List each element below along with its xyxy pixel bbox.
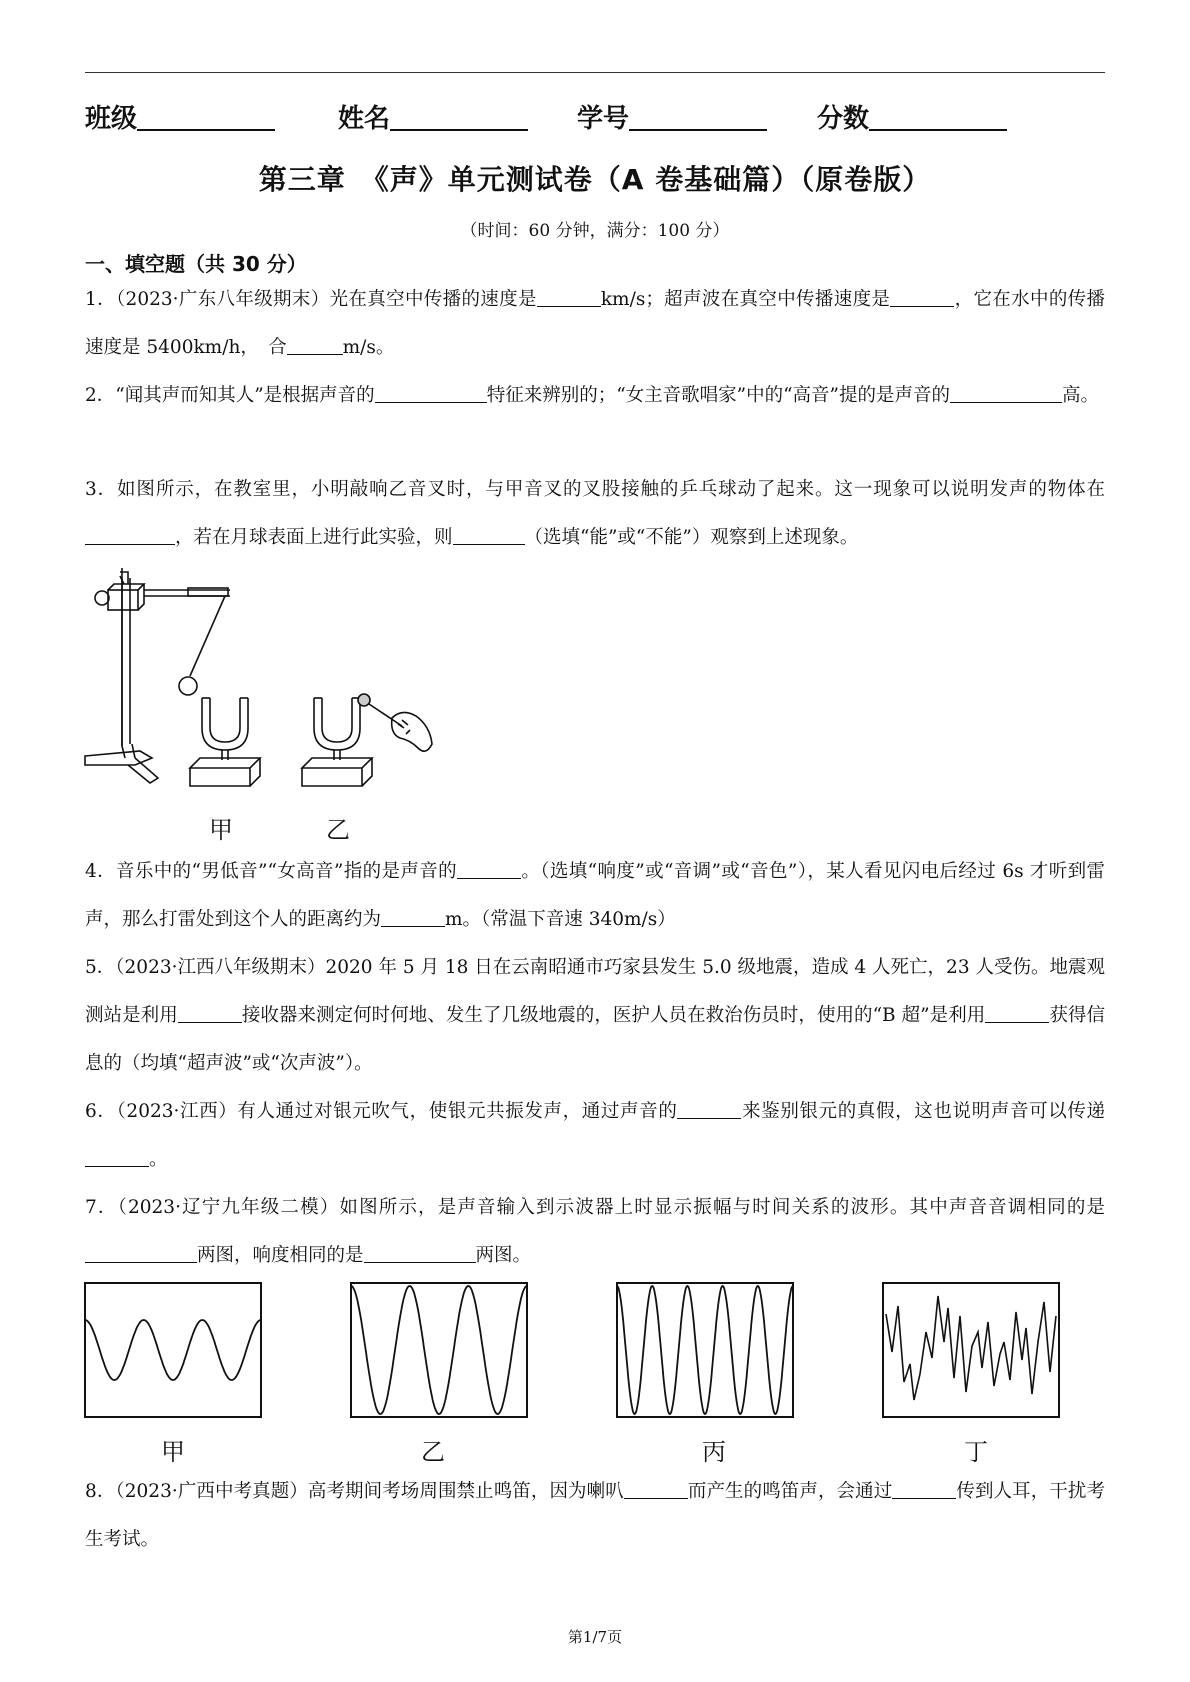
page-footer: 第1/7页 xyxy=(567,1628,623,1646)
q8-text-c: 传到人耳，干扰考生考试。 xyxy=(85,1481,1105,1550)
q1-blank-2[interactable] xyxy=(890,286,954,307)
class-blank[interactable] xyxy=(137,99,275,131)
q7-blank-2[interactable] xyxy=(364,1242,476,1263)
q3-blank-2[interactable] xyxy=(453,524,525,545)
q7-blank-1[interactable] xyxy=(85,1242,197,1263)
question-3 xyxy=(85,466,1105,562)
q6-text-b: 来鉴别银元的真假，这也说明声音可以传递 xyxy=(741,1101,1105,1122)
question-4 xyxy=(85,848,1105,944)
q1-blank-1[interactable] xyxy=(537,286,601,307)
q4-text-b: 。（选填“响度”或“音调”或“音色”），某人看见闪电后经过 6s 才听到雷声，那么打雷处到这个人的距离约为 xyxy=(85,861,1105,930)
class-label: 班级 xyxy=(85,104,138,134)
wave-label-yi: 乙 xyxy=(421,1438,445,1466)
q3-text-b: ，若在月球表面上进行此实验，则 xyxy=(175,527,453,548)
section-title: 一、填空题（共 30 分） xyxy=(85,252,307,276)
top-rule xyxy=(85,72,1105,73)
q3-text-a: 3．如图所示，在教室里，小明敲响乙音叉时，与甲音叉的叉股接触的乒乓球动了起来。这一现象可以说明发声的物体在 xyxy=(85,479,1105,500)
q1-text-d: m/s。 xyxy=(342,337,395,358)
q5-blank-1[interactable] xyxy=(178,1002,242,1023)
q1-text-b: km/s；超声波在真空中传播速度是 xyxy=(600,289,891,310)
wave-label-bing: 丙 xyxy=(702,1438,726,1466)
class-field xyxy=(85,98,275,135)
q6-text-a: 6．（2023·江西）有人通过对银元吹气，使银元共振发声，通过声音的 xyxy=(85,1101,678,1122)
q2-text-b: 特征来辨别的；“女主音歌唱家”中的“高音”提的是声音的 xyxy=(486,385,951,406)
q3-text-c: （选填“能”或“不能”）观察到上述现象。 xyxy=(524,527,859,548)
waveform-ding xyxy=(882,1282,1060,1418)
q8-blank-1[interactable] xyxy=(624,1478,688,1499)
fork-label-yi: 乙 xyxy=(326,816,350,844)
q6-text-c: 。 xyxy=(149,1149,168,1170)
name-blank[interactable] xyxy=(390,99,528,131)
question-2 xyxy=(85,372,1105,420)
q3-blank-1[interactable] xyxy=(85,524,175,545)
question-6 xyxy=(85,1088,1105,1184)
q1-text-a: 1．（2023·广东八年级期末）光在真空中传播的速度是 xyxy=(85,289,537,310)
q4-blank-2[interactable] xyxy=(381,906,445,927)
q6-blank-2[interactable] xyxy=(85,1146,149,1167)
id-label: 学号 xyxy=(577,104,630,134)
q6-blank-1[interactable] xyxy=(677,1098,741,1119)
page-title: 第三章 《声》单元测试卷（A 卷基础篇）（原卷版） xyxy=(258,163,932,196)
q5-text-c: 获得信息的（均填“超声波”或“次声波”）。 xyxy=(85,1005,1105,1074)
q8-text-b: 而产生的鸣笛声，会通过 xyxy=(687,1481,893,1502)
name-field xyxy=(338,98,528,135)
waveform-jia xyxy=(84,1282,262,1418)
q8-blank-2[interactable] xyxy=(892,1478,956,1499)
fork-label-jia: 甲 xyxy=(209,816,233,844)
q2-text-a: 2．“闻其声而知其人”是根据声音的 xyxy=(85,385,375,406)
q1-blank-3[interactable] xyxy=(287,334,343,355)
q2-text-c: 高。 xyxy=(1062,385,1100,406)
student-info-row xyxy=(85,98,1105,142)
q5-text-b: 接收器来测定何时何地、发生了几级地震的，医护人员在救治伤员时，使用的“B 超”是利用 xyxy=(241,1005,986,1026)
q2-blank-1[interactable] xyxy=(375,382,487,403)
q7-text-c: 两图。 xyxy=(475,1245,532,1266)
score-field xyxy=(817,98,1007,135)
q7-text-a: 7．（2023·辽宁九年级二模）如图所示，是声音输入到示波器上时显示振幅与时间关系的波形。其中声音音调相同的是 xyxy=(85,1197,1105,1218)
waveform-bing xyxy=(616,1282,794,1418)
wave-label-jia: 甲 xyxy=(161,1438,185,1466)
question-1 xyxy=(85,276,1105,372)
tuning-fork-figure xyxy=(80,568,450,796)
q5-blank-2[interactable] xyxy=(985,1002,1049,1023)
question-7 xyxy=(85,1184,1105,1280)
q4-blank-1[interactable] xyxy=(457,858,521,879)
q7-text-b: 两图，响度相同的是 xyxy=(197,1245,364,1266)
question-5 xyxy=(85,944,1105,1088)
waveform-yi xyxy=(350,1282,528,1418)
q1-text-c: ，它在水中的传播速度是 5400km/h， 合 xyxy=(85,289,1105,358)
q8-text-a: 8．（2023·广西中考真题）高考期间考场周围禁止鸣笛，因为喇叭 xyxy=(85,1481,624,1502)
id-field xyxy=(577,98,767,135)
score-blank[interactable] xyxy=(869,99,1007,131)
q4-text-a: 4．音乐中的“男低音”“女高音”指的是声音的 xyxy=(85,861,458,882)
question-8 xyxy=(85,1468,1105,1564)
q5-text-a: 5．（2023·江西八年级期末）2020 年 5 月 18 日在云南昭通市巧家县发生 5.0 级地震，造成 4 人死亡，23 人受伤。地震观测站是利用 xyxy=(85,957,1105,1026)
id-blank[interactable] xyxy=(629,99,767,131)
q2-blank-2[interactable] xyxy=(950,382,1062,403)
score-label: 分数 xyxy=(817,104,870,134)
name-label: 姓名 xyxy=(338,104,391,134)
q4-text-c: m。（常温下音速 340m/s） xyxy=(445,909,676,930)
page-subtitle: （时间：60 分钟，满分：100 分） xyxy=(460,221,730,241)
wave-label-ding: 丁 xyxy=(964,1438,988,1466)
